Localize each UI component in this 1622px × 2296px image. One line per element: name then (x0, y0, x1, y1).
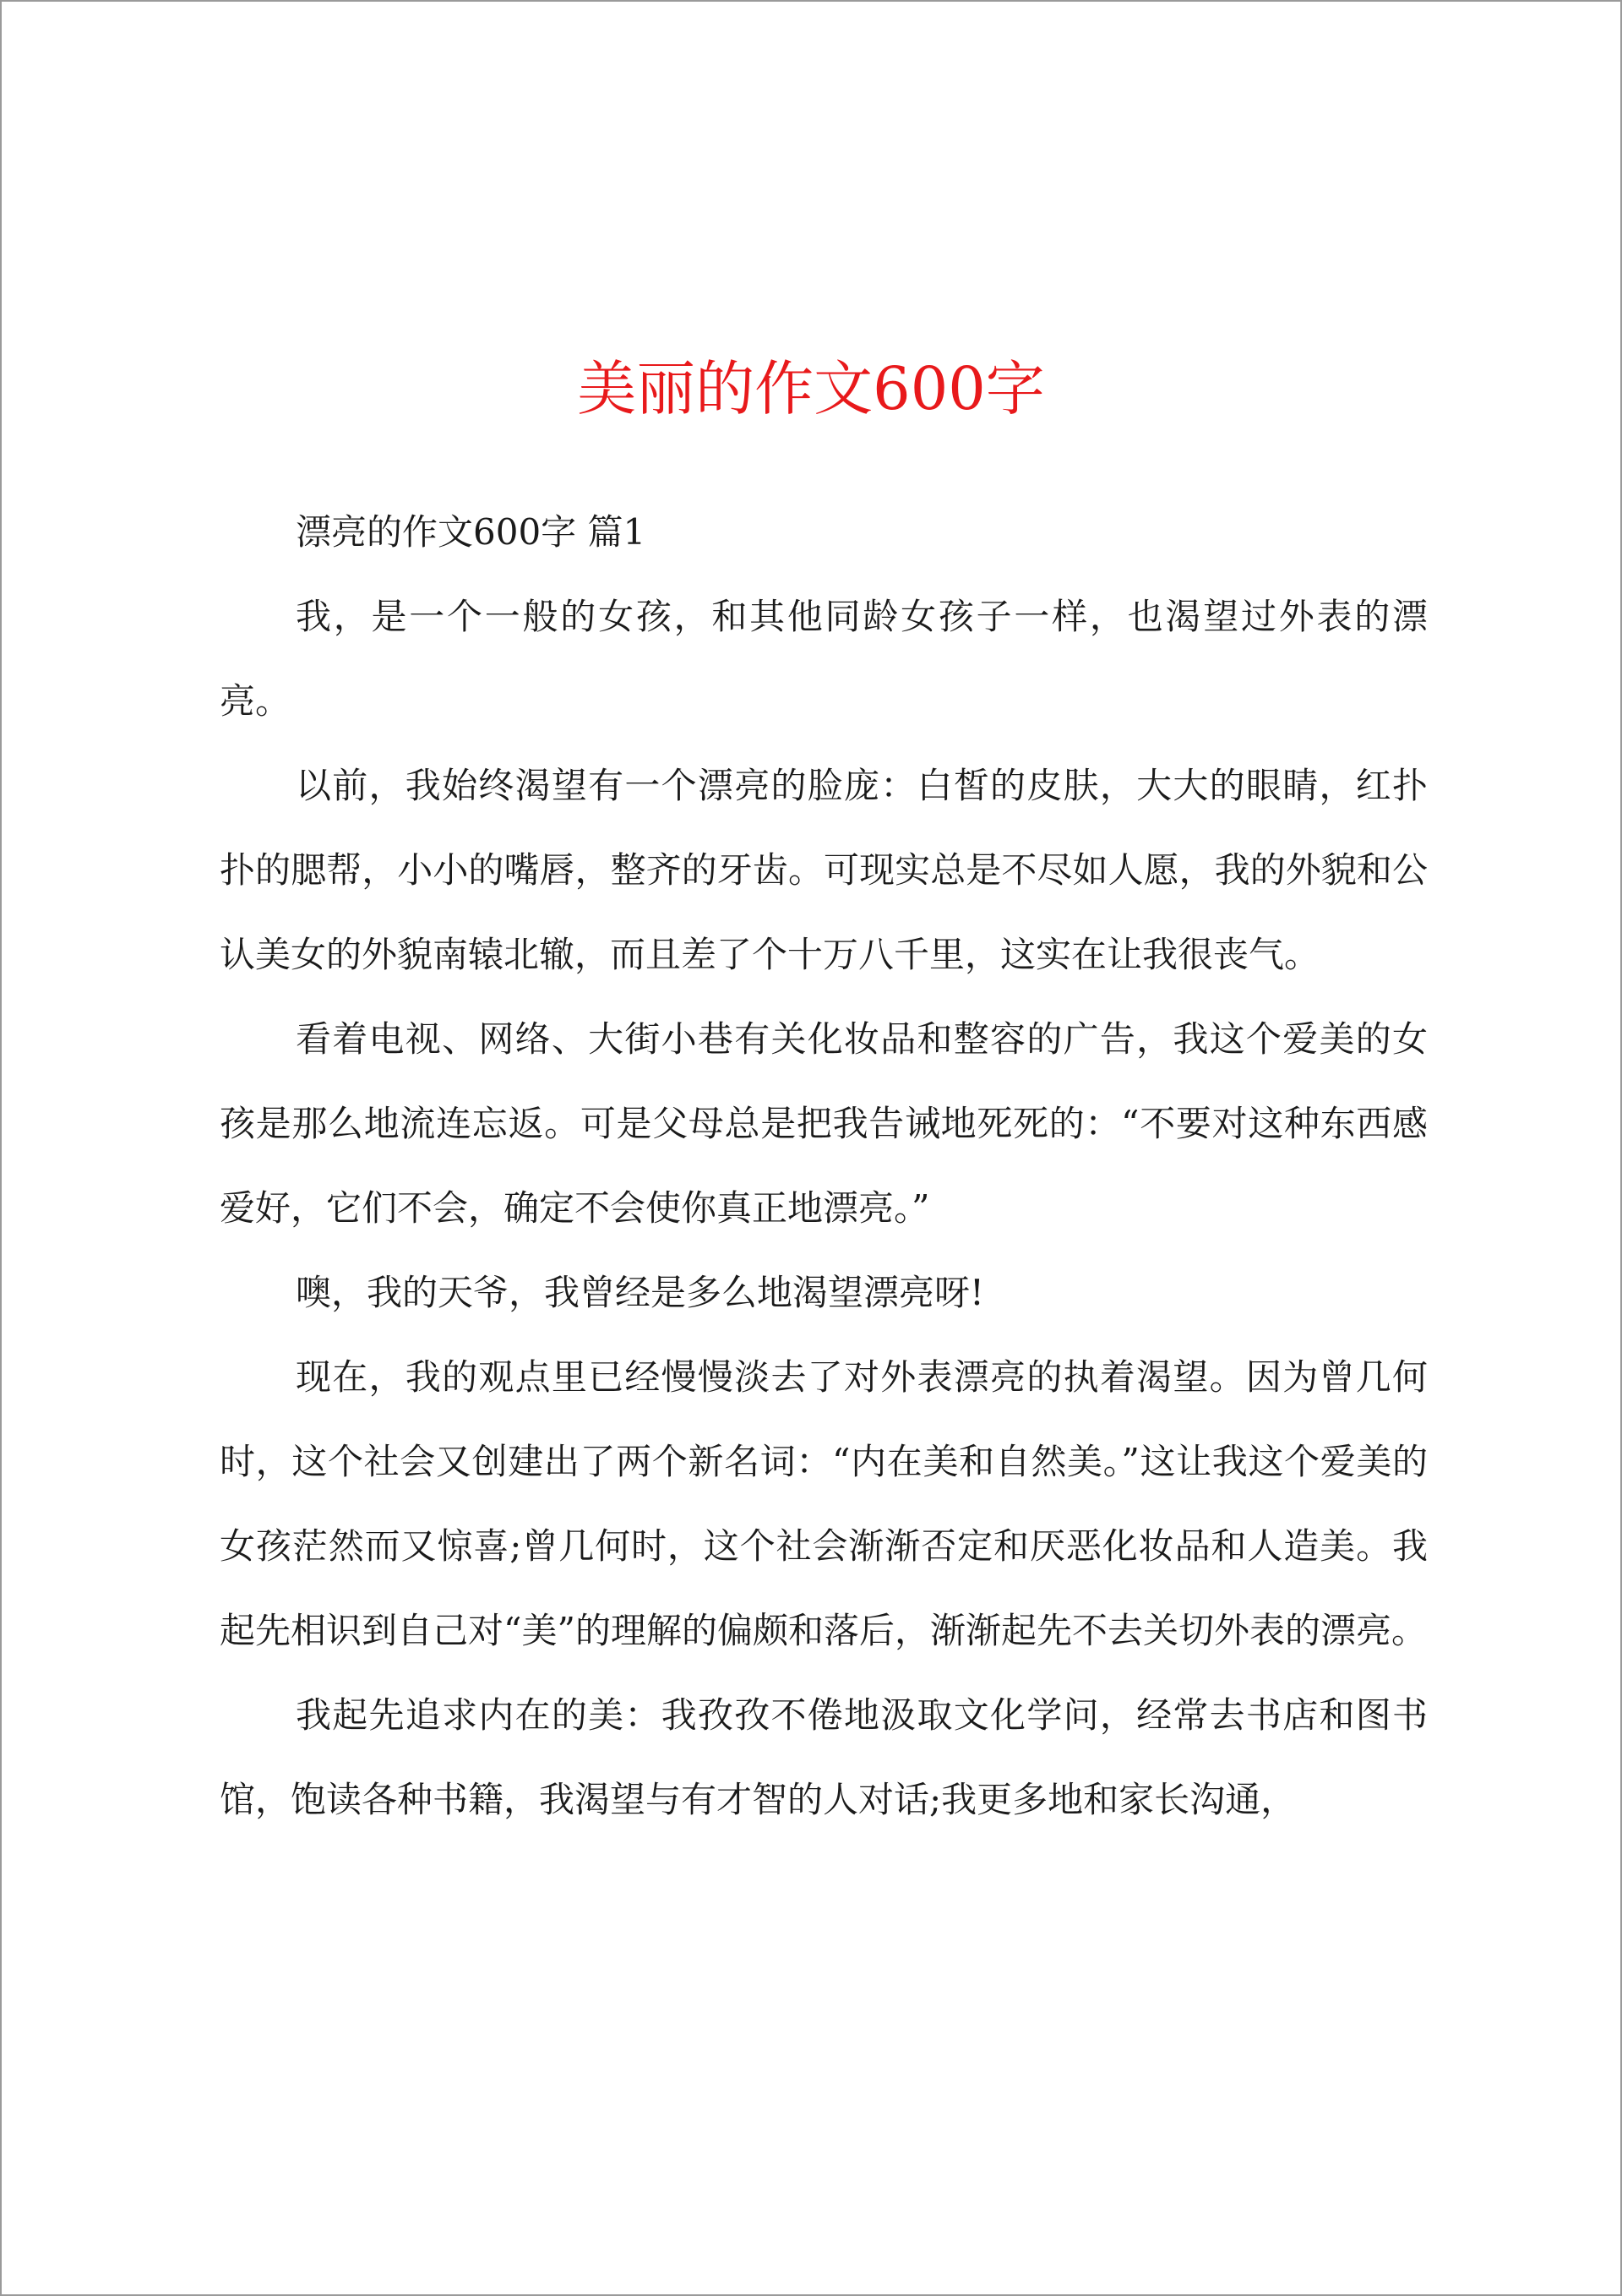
document-body (220, 490, 1428, 1842)
paragraph-2: 以前，我始终渴望有一个漂亮的脸庞：白皙的皮肤，大大的眼睛，红扑扑的腮帮，小小的嘴唇，整齐的牙齿。可现实总是不尽如人愿，我的外貌和公认美女的外貌南辕北辙，而且差了个十万八千里，这实在让我很丧气。 (220, 765, 1428, 975)
paragraph-6: 我起先追求内在的美：我孜孜不倦地汲取文化学问，经常去书店和图书馆，饱读各种书籍，我渴望与有才智的人对话;我更多地和家长沟通， (220, 1694, 1428, 1820)
section-heading: 漂亮的作文600字 篇1 (296, 511, 646, 553)
paragraph-3: 看着电视、网络、大街小巷有关化妆品和整容的广告，我这个爱美的女孩是那么地流连忘返。可是父母总是把我告诫地死死的：“不要对这种东西感爱好，它们不会，确定不会使你真正地漂亮。” (220, 1018, 1428, 1229)
paragraph-1: 我，是一个一般的女孩，和其他同龄女孩子一样，也渴望过外表的漂亮。 (220, 596, 1428, 722)
paragraph-5: 现在，我的观点里已经慢慢淡去了对外表漂亮的执着渴望。因为曾几何时，这个社会又创建出了两个新名词：“内在美和自然美。”这让我这个爱美的女孩茫然而又惊喜;曾几何时，这个社会渐渐否定和厌恶化妆品和人造美。我起先相识到自己对“美”的理解的偏颇和落后，渐渐起先不去关切外表的漂亮。 (220, 1356, 1428, 1651)
paragraph-4: 噢，我的天爷，我曾经是多么地渴望漂亮呀! (296, 1272, 984, 1313)
document-title: 美丽的作文600字 (577, 354, 1045, 423)
